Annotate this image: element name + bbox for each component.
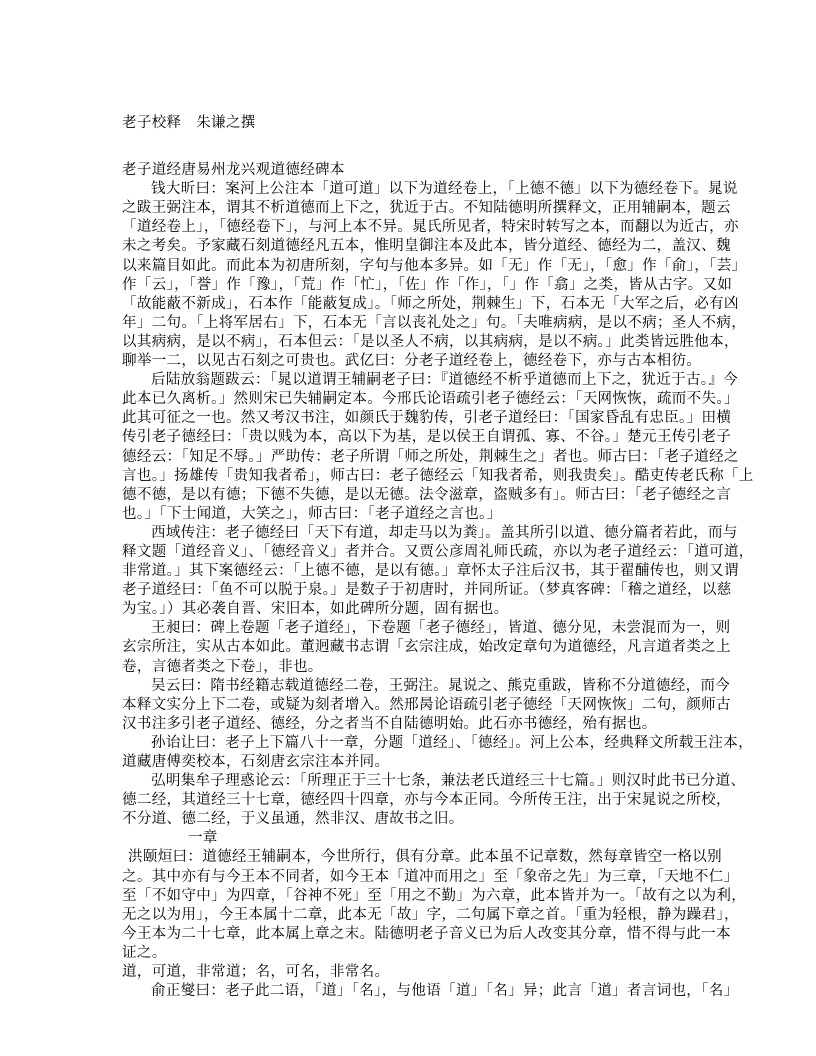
text-line: 「故能蔽不新成」，石本作「能蔽复成」。「师之所处，荆棘生」下，石本无「大军之后，必有凶 bbox=[122, 295, 739, 312]
text-line: 今王本为二十七章，此本属上章之末。陆德明老子音义已为后人改变其分章，惜不得与此一本 bbox=[122, 925, 731, 942]
section-heading: 老子道经唐易州龙兴观道德经碑本 bbox=[122, 162, 345, 179]
text-line: 王昶曰：碑上卷题「老子道经」，下卷题「老子德经」，皆道、德分见，未尝混而为一，则 bbox=[151, 620, 731, 637]
text-line: 传引老子德经曰：「贵以贱为本，高以下为基，是以侯王自谓孤、寡、不谷。」楚元王传引老子 bbox=[122, 429, 732, 446]
text-line: 后陆放翁题跋云：「晁以道谓王辅嗣老子曰：『道德经不析乎道德而上下之，犹近于古。』今 bbox=[151, 372, 739, 389]
document-body bbox=[122, 180, 754, 1001]
paragraph bbox=[122, 677, 731, 734]
paragraph bbox=[122, 180, 747, 371]
text-line: 汉书注多引老子道经、德经，分之者当不自陆德明始。此石亦书德经，殆有据也。 bbox=[122, 715, 657, 732]
text-line: 卷，言德者类之下卷」，非也。 bbox=[122, 658, 323, 675]
text-line: 德不德，是以有德；下德不失德，是以无德。法令滋章，盗贼多有」。师古曰：「老子德经之言 bbox=[122, 486, 732, 503]
text-line: 孙诒让曰：老子上下篇八十一章，分题「道经」、「德经」。河上公本，经典释文所载王注本， bbox=[151, 734, 753, 751]
paragraph bbox=[122, 848, 747, 963]
paragraph bbox=[122, 963, 704, 982]
text-line: 道藏唐傅奕校本，石刻唐玄宗注本并同。 bbox=[122, 754, 390, 770]
text-line: 本释文实分上下二卷，或疑为刻者增入。然邢昺论语疏引老子德经「天网恢恢」二句，颜师古 bbox=[122, 696, 731, 713]
text-line: 「道经卷上」，「德经卷下」，与河上本不异。晁氏所见者，特宋时转写之本，而翻以为近古，亦 bbox=[122, 219, 739, 236]
paragraph bbox=[122, 982, 739, 1001]
text-line: 之跋王弼注本，谓其不析道德而上下之，犹近于古。不知陆德明所撰释文，正用辅嗣本，题云 bbox=[122, 200, 731, 217]
text-line: 作「云」，「誉」作「豫」，「荒」作「忙」，「佐」作「作」，「」作「翕」之类，皆从古字。又如 bbox=[122, 276, 733, 293]
spacer bbox=[122, 147, 704, 161]
paragraph bbox=[122, 524, 754, 619]
text-line: 玄宗所注，实从古本如此。董迥藏书志谓「玄宗注成，始改定章句为道德经，凡言道者类之上 bbox=[122, 639, 731, 656]
text-line: 无之以为用」，今王本属十二章，此本无「故」字，二句属下章之首。「重为轻根，静为躁君」， bbox=[122, 906, 739, 923]
text-line: 弘明集牟子理惑论云：「所理正于三十七条，兼法老氏道经三十七篇。」则汉时此书已分道、 bbox=[151, 773, 746, 790]
text-line: 道，可道，非常道；名，可名，非常名。 bbox=[122, 964, 390, 981]
text-line: 老子道经曰：「鱼不可以脱于泉。」是数子于初唐时，并同所证。（梦真客碑：「稽之道经，以慈 bbox=[122, 582, 732, 599]
text-line: 未之考矣。予家藏石刻道德经凡五本，惟明皇御注本及此本，皆分道经、德经为二，盖汉、魏 bbox=[122, 238, 731, 255]
document-page bbox=[122, 114, 754, 1001]
text-line: 不分道、德二经，于义虽通，然非汉、唐故书之旧。 bbox=[122, 811, 464, 828]
text-line: 德二经，其道经三十七章，德经四十四章，亦与今本正同。今所传王注，出于宋晁说之所校， bbox=[122, 792, 731, 809]
text-line: 俞正燮曰：老子此二语，「道」「名」，与他语「道」「名」异；此言「道」者言词也，「名」 bbox=[151, 983, 739, 1000]
paragraph bbox=[122, 371, 754, 524]
text-line: 释文题「道经音义」、「德经音义」者并合。又贾公彦周礼师氏疏，亦以为老子道经云：「道可道， bbox=[122, 543, 754, 560]
text-line: 德经云：「知足不辱。」严助传：老子所谓「师之所处，荆棘生之」者也。师古曰：「老子道经之 bbox=[122, 448, 739, 465]
text-line: 以来篇目如此。而此本为初唐所刻，字句与他本多异。如「无」作「无」，「愈」作「俞」，「芸」 bbox=[122, 257, 747, 274]
text-line: 一章 bbox=[188, 830, 218, 847]
text-line: 吴云曰：隋书经籍志载道德经二卷，王弼注。晁说之、熊克重跋，皆称不分道德经，而今 bbox=[151, 677, 731, 694]
text-line: 聊举一二，以见古石刻之可贵也。武亿曰：分老子道经卷上，德经卷下，亦与古本相彷。 bbox=[122, 353, 702, 370]
text-line: 之。其中亦有与今王本不同者，如今王本「道冲而用之」至「象帝之先」为三章，「天地不仁」 bbox=[122, 868, 739, 885]
text-line: 年」二句。「上将军居右」下，石本无「言以丧礼处之」句。「夫唯病病，是以不病；圣人不病， bbox=[122, 314, 747, 331]
text-line: 钱大昕曰：案河上公注本「道可道」以下为道经卷上，「上德不德」以下为德经卷下。晁说 bbox=[151, 181, 738, 198]
paragraph bbox=[122, 734, 753, 772]
text-line: 此其可征之一也。然又考汉书注，如颜氏于魏豹传，引老子道经曰：「国家昏乱有忠臣。」田横 bbox=[122, 410, 732, 427]
chapter-heading bbox=[122, 829, 704, 848]
text-line: 也。」「下士闻道，大笑之」，师古曰：「老子道经之言也。」 bbox=[122, 505, 502, 522]
text-line: 至「不如守中」为四章，「谷神不死」至「用之不勤」为六章，此本皆并为一。「故有之以为利， bbox=[122, 887, 747, 904]
text-line: 此本已久离析。」然则宋已失辅嗣定本。今邢氏论语疏引老子德经云：「天网恢恢，疏而不失。」 bbox=[122, 391, 739, 408]
paragraph bbox=[122, 619, 731, 676]
document-title: 老子校释 朱谦之撰 bbox=[122, 115, 256, 131]
text-line: 言也。」扬雄传「贵知我者希」，师古曰：老子德经云「知我者希，则我贵矣」。酷吏传老氏称「上 bbox=[122, 467, 754, 484]
text-line: 非常道。」其下案德经云：「上德不德，是以有德。」章怀太子注后汉书，其于翟酺传也，则又谓 bbox=[122, 563, 739, 580]
text-line: 西域传注：老子德经曰「天下有道，却走马以为粪」。盖其所引以道、德分篇者若此，而与 bbox=[151, 524, 738, 541]
text-line: 洪颐烜曰：道德经王辅嗣本，今世所行，俱有分章。此本虽不记章数，然每章皆空一格以别 bbox=[128, 849, 722, 866]
paragraph bbox=[122, 772, 746, 829]
text-line: 证之。 bbox=[122, 944, 167, 961]
text-line: 为宝。」）其必袭自晋、宋旧本，如此碑所分题，固有据也。 bbox=[122, 601, 509, 618]
text-line: 以其病病，是以不病」，石本但云：「是以圣人不病，以其病病，是以不病。」此类皆远胜他本， bbox=[122, 333, 739, 350]
